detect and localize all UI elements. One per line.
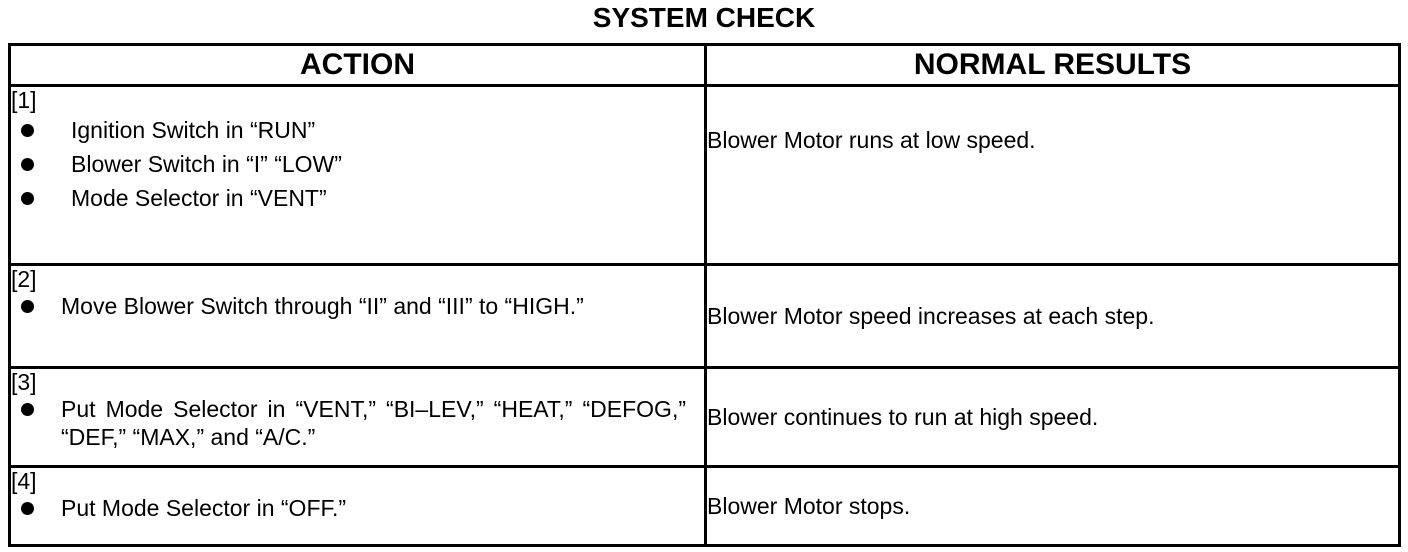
action-text: Put Mode Selector in “VENT,” “BI–LEV,” “HEAT,” “DEFOG,” “DEF,” “MAX,” and “A/C.”	[61, 396, 686, 450]
action-text: Blower Switch in “I” “LOW”	[71, 151, 342, 177]
system-check-table	[8, 43, 1401, 547]
action-list	[11, 395, 704, 451]
page-title: SYSTEM CHECK	[592, 2, 816, 33]
action-column-header: ACTION	[10, 45, 706, 86]
action-list	[11, 292, 704, 320]
table-row	[10, 467, 1400, 546]
step-number: [1]	[11, 87, 37, 113]
action-list	[11, 494, 704, 522]
action-cell	[10, 86, 706, 265]
action-text: Move Blower Switch through “II” and “III” to “HIGH.”	[61, 293, 584, 319]
action-text: Ignition Switch in “RUN”	[71, 117, 316, 143]
step-number: [3]	[11, 369, 37, 395]
action-item	[11, 494, 704, 522]
action-item	[11, 395, 704, 451]
action-item	[11, 113, 704, 147]
action-text: Mode Selector in “VENT”	[71, 185, 327, 211]
action-list	[11, 113, 704, 215]
normal-results-column-header: NORMAL RESULTS	[706, 45, 1400, 86]
action-item	[11, 147, 704, 181]
action-cell	[10, 265, 706, 368]
bullet-icon	[21, 403, 34, 416]
action-text: Put Mode Selector in “OFF.”	[61, 495, 347, 521]
action-item	[11, 292, 704, 320]
step-number: [4]	[11, 468, 37, 494]
step-number: [2]	[11, 266, 37, 292]
action-item	[11, 181, 704, 215]
result-cell: Blower continues to run at high speed.	[706, 368, 1400, 467]
bullet-icon	[21, 124, 34, 137]
action-cell	[10, 467, 706, 546]
table-row	[10, 265, 1400, 368]
bullet-icon	[21, 502, 34, 515]
header-row	[10, 45, 1400, 86]
bullet-icon	[21, 192, 34, 205]
table-row	[10, 368, 1400, 467]
table-row	[10, 86, 1400, 265]
result-cell: Blower Motor stops.	[706, 467, 1400, 546]
result-cell: Blower Motor runs at low speed.	[706, 86, 1400, 265]
result-cell: Blower Motor speed increases at each step.	[706, 265, 1400, 368]
action-cell	[10, 368, 706, 467]
bullet-icon	[21, 300, 34, 313]
bullet-icon	[21, 158, 34, 171]
